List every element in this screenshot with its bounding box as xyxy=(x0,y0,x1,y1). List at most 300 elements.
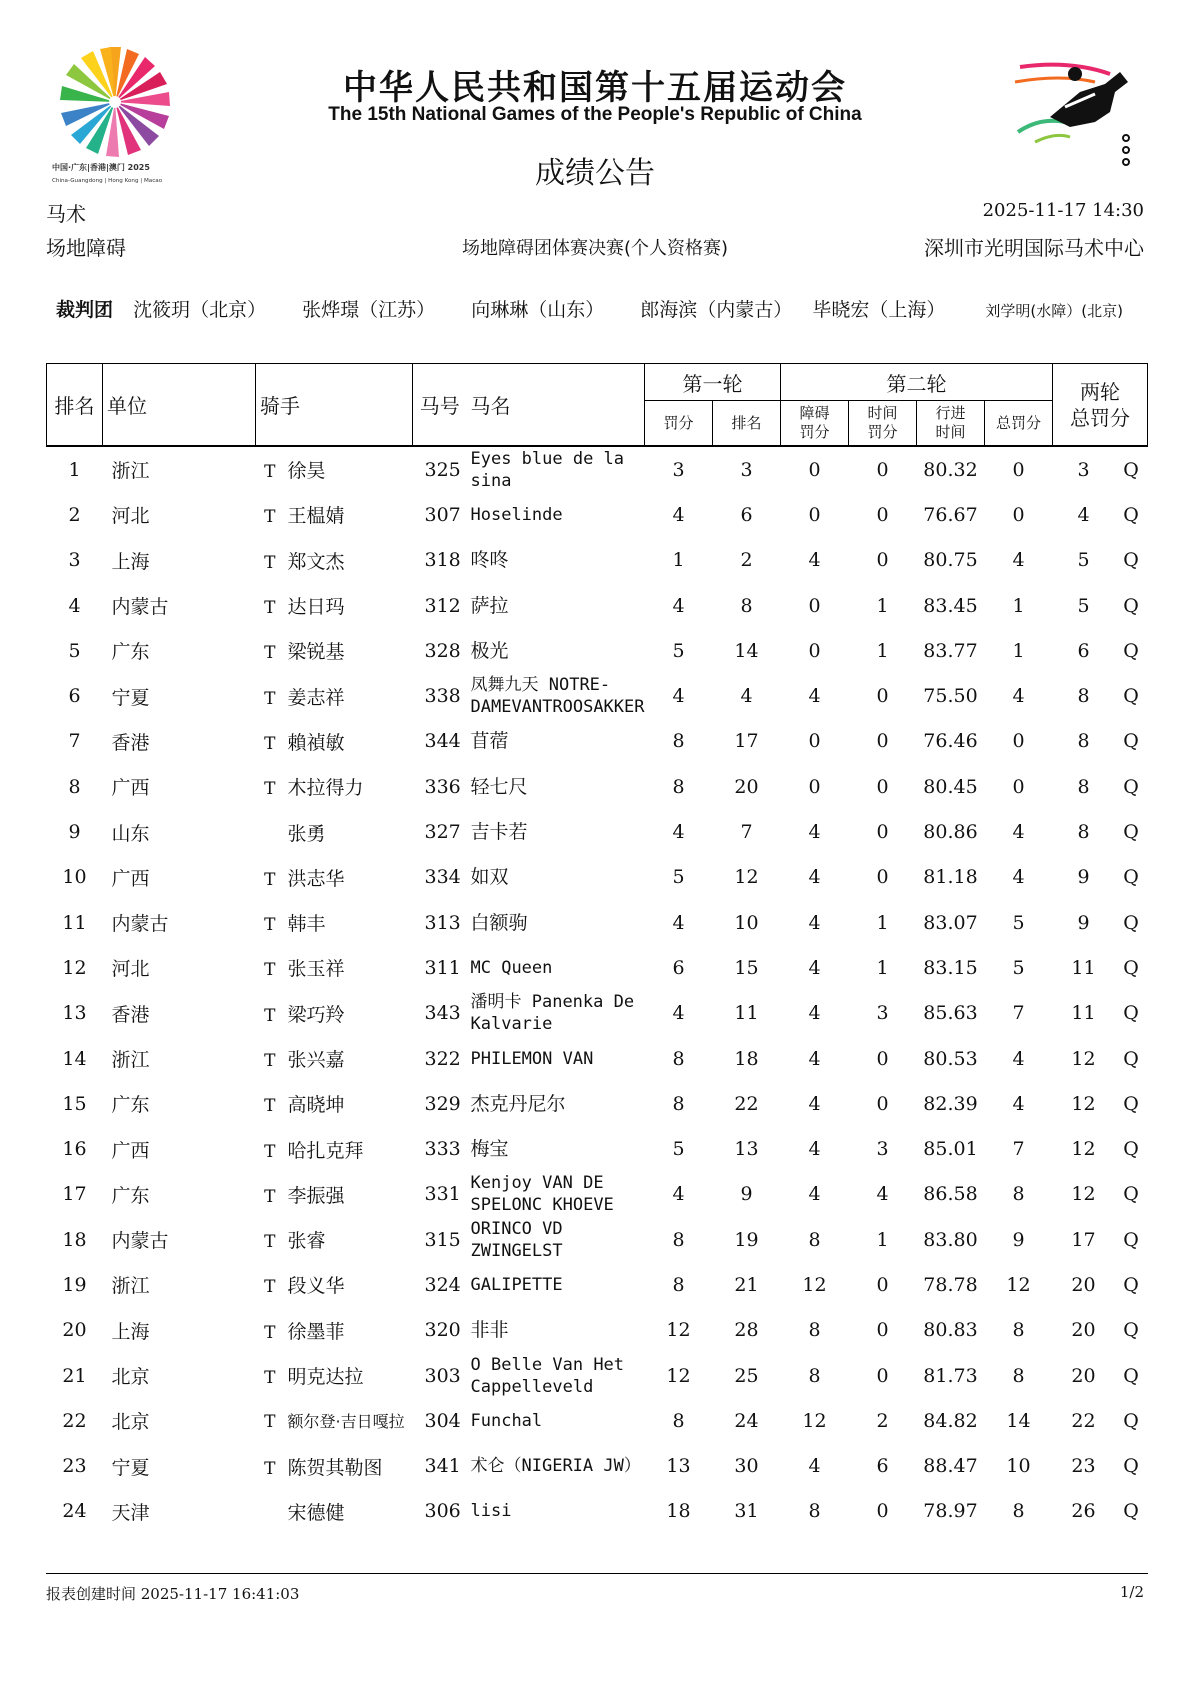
qualified-cell: Q xyxy=(1123,594,1139,617)
table-row xyxy=(47,1444,1148,1489)
qualified-cell: Q xyxy=(1123,1500,1139,1523)
col-r2-obstacle-penalty: 障碍 罚分 xyxy=(781,401,849,447)
two-round-total-cell: 12 xyxy=(1071,1183,1096,1206)
horse-name-cell: 梅宝 xyxy=(470,1138,509,1161)
table-row xyxy=(47,538,1148,583)
team-marker: T xyxy=(264,1186,276,1207)
two-round-total-cell: 12 xyxy=(1071,1092,1096,1115)
qualified-cell: Q xyxy=(1123,549,1139,572)
unit-cell: 内蒙古 xyxy=(111,1230,169,1253)
horse-name-cell: Kenjoy VAN DE SPELONC KHOEVE xyxy=(470,1173,614,1216)
r1-penalty-cell: 8 xyxy=(672,730,685,753)
rank-cell: 19 xyxy=(62,1273,87,1296)
judge-4: 郎海滨（内蒙古） xyxy=(640,299,793,321)
r2-time-penalty-cell: 1 xyxy=(876,911,889,934)
team-marker: T xyxy=(264,1141,276,1162)
table-row xyxy=(47,855,1148,900)
horse-no-cell: 311 xyxy=(424,956,461,979)
col-unit: 单位 xyxy=(103,364,256,447)
r1-penalty-cell: 6 xyxy=(672,956,685,979)
r2-time-penalty-cell: 0 xyxy=(876,821,889,844)
horse-name-cell: 吉卡若 xyxy=(470,821,528,844)
horse-no-cell: 312 xyxy=(424,594,461,617)
r2-time-penalty-cell: 0 xyxy=(876,685,889,708)
table-row xyxy=(47,719,1148,764)
unit-cell: 广西 xyxy=(111,867,150,890)
horse-name-cell: Hoselinde xyxy=(470,504,563,525)
r1-rank-cell: 4 xyxy=(740,685,753,708)
two-round-total-cell: 20 xyxy=(1071,1364,1096,1387)
horse-name-cell: O Belle Van Het Cappelleveld xyxy=(470,1354,625,1397)
event-name: 场地障碍团体赛决赛(个人资格赛) xyxy=(461,238,729,259)
r2-total-penalty-cell: 4 xyxy=(1012,549,1025,572)
r2-time-penalty-cell: 2 xyxy=(876,1409,889,1432)
col-r2-ride-time: 行进 时间 xyxy=(917,401,985,447)
col-r1-penalty: 罚分 xyxy=(645,401,713,447)
rank-cell: 18 xyxy=(62,1228,87,1251)
r2-obstacle-penalty-cell: 0 xyxy=(808,775,821,798)
r2-ride-time-cell: 80.83 xyxy=(923,1319,978,1342)
r2-time-penalty-cell: 1 xyxy=(876,1228,889,1251)
report-created-time: 报表创建时间 2025-11-17 16:41:03 xyxy=(46,1585,300,1603)
r2-obstacle-penalty-cell: 0 xyxy=(808,730,821,753)
team-marker: T xyxy=(264,1368,276,1389)
r2-ride-time-cell: 80.75 xyxy=(923,549,978,572)
discipline-name: 场地障碍 xyxy=(46,236,126,260)
team-marker: T xyxy=(264,1458,276,1479)
rider-cell xyxy=(256,1262,413,1307)
r2-time-penalty-cell: 0 xyxy=(876,775,889,798)
r2-ride-time-cell: 83.15 xyxy=(923,956,978,979)
r1-penalty-cell: 4 xyxy=(672,594,685,617)
r2-total-penalty-cell: 8 xyxy=(1012,1319,1025,1342)
table-row xyxy=(47,1126,1148,1171)
two-round-total-cell: 12 xyxy=(1071,1138,1096,1161)
rider-cell xyxy=(256,1353,413,1398)
two-round-total-cell: 20 xyxy=(1071,1273,1096,1296)
col-round1: 第一轮 xyxy=(645,364,781,401)
unit-cell: 宁夏 xyxy=(111,686,150,709)
r2-total-penalty-cell: 14 xyxy=(1006,1409,1031,1432)
rider-name: 郑文杰 xyxy=(287,550,345,573)
horse-no-cell: 318 xyxy=(424,549,461,572)
r2-total-penalty-cell: 10 xyxy=(1006,1455,1031,1478)
unit-cell: 北京 xyxy=(111,1411,150,1434)
r2-ride-time-cell: 78.78 xyxy=(923,1273,978,1296)
horse-no-cell: 325 xyxy=(424,458,461,481)
r2-obstacle-penalty-cell: 0 xyxy=(808,639,821,662)
r1-penalty-cell: 4 xyxy=(672,821,685,844)
table-row xyxy=(47,809,1148,854)
r1-rank-cell: 13 xyxy=(734,1138,759,1161)
rider-name: 高晓坤 xyxy=(287,1094,345,1117)
qualified-cell: Q xyxy=(1123,821,1139,844)
table-row xyxy=(47,492,1148,537)
two-round-total-cell: 9 xyxy=(1077,911,1090,934)
rank-cell: 20 xyxy=(62,1319,87,1342)
r2-obstacle-penalty-cell: 4 xyxy=(808,549,821,572)
horse-name-cell: 非非 xyxy=(470,1319,509,1342)
two-round-total-cell: 8 xyxy=(1077,685,1090,708)
event-datetime: 2025-11-17 14:30 xyxy=(982,200,1144,221)
logo-caption-en: China-Guangdong | Hong Kong | Macao xyxy=(52,178,163,184)
r1-rank-cell: 18 xyxy=(734,1047,759,1070)
table-row xyxy=(47,1398,1148,1443)
r2-time-penalty-cell: 0 xyxy=(876,1319,889,1342)
rider-cell xyxy=(256,446,413,492)
r2-ride-time-cell: 81.73 xyxy=(923,1364,978,1387)
team-marker: T xyxy=(264,1412,276,1433)
r2-obstacle-penalty-cell: 0 xyxy=(808,458,821,481)
rider-name: 段义华 xyxy=(287,1275,345,1298)
two-round-total-cell: 17 xyxy=(1071,1228,1096,1251)
r2-total-penalty-cell: 4 xyxy=(1012,1092,1025,1115)
table-row xyxy=(47,1081,1148,1126)
rank-cell: 11 xyxy=(62,911,87,934)
rider-name: 张睿 xyxy=(287,1230,326,1253)
r2-ride-time-cell: 76.46 xyxy=(923,730,978,753)
r2-obstacle-penalty-cell: 12 xyxy=(802,1273,827,1296)
qualified-cell: Q xyxy=(1123,911,1139,934)
r2-ride-time-cell: 75.50 xyxy=(923,685,978,708)
r1-rank-cell: 8 xyxy=(740,594,753,617)
judges-label: 裁判团 xyxy=(56,299,114,321)
team-marker: T xyxy=(264,643,276,664)
r1-penalty-cell: 4 xyxy=(672,1183,685,1206)
rider-name: 张勇 xyxy=(287,822,326,845)
horse-no-cell: 307 xyxy=(424,503,461,526)
two-round-total-cell: 5 xyxy=(1077,594,1090,617)
r2-time-penalty-cell: 0 xyxy=(876,1364,889,1387)
r2-ride-time-cell: 86.58 xyxy=(923,1183,978,1206)
horse-no-cell: 313 xyxy=(424,911,461,934)
rider-name: 明克达拉 xyxy=(287,1366,364,1389)
qualified-cell: Q xyxy=(1123,775,1139,798)
rider-cell xyxy=(256,1444,413,1489)
table-row xyxy=(47,764,1148,809)
r2-ride-time-cell: 80.45 xyxy=(923,775,978,798)
table-row xyxy=(47,1353,1148,1398)
r2-time-penalty-cell: 0 xyxy=(876,1092,889,1115)
r2-total-penalty-cell: 12 xyxy=(1006,1273,1031,1296)
r1-rank-cell: 12 xyxy=(734,866,759,889)
r1-rank-cell: 2 xyxy=(740,549,753,572)
rank-cell: 22 xyxy=(62,1409,87,1432)
two-round-total-cell: 5 xyxy=(1077,549,1090,572)
rank-cell: 23 xyxy=(62,1455,87,1478)
rider-cell xyxy=(256,492,413,537)
horse-no-cell: 343 xyxy=(424,1002,461,1025)
r1-rank-cell: 10 xyxy=(734,911,759,934)
r1-penalty-cell: 8 xyxy=(672,1228,685,1251)
two-round-total-cell: 8 xyxy=(1077,775,1090,798)
two-round-total-cell: 8 xyxy=(1077,821,1090,844)
qualified-cell: Q xyxy=(1123,1228,1139,1251)
r2-total-penalty-cell: 4 xyxy=(1012,866,1025,889)
r1-rank-cell: 14 xyxy=(734,639,759,662)
r2-obstacle-penalty-cell: 4 xyxy=(808,911,821,934)
rider-name: 达日玛 xyxy=(287,596,345,619)
rider-name: 洪志华 xyxy=(287,867,345,890)
table-row xyxy=(47,991,1148,1036)
rider-cell xyxy=(256,809,413,854)
r2-obstacle-penalty-cell: 4 xyxy=(808,1183,821,1206)
two-round-total-cell: 12 xyxy=(1071,1047,1096,1070)
horse-name-cell: 潘明卡 Panenka De Kalvarie xyxy=(470,992,635,1035)
r1-rank-cell: 22 xyxy=(734,1092,759,1115)
r2-total-penalty-cell: 1 xyxy=(1012,594,1025,617)
r1-rank-cell: 11 xyxy=(734,1002,759,1025)
table-row xyxy=(47,1262,1148,1307)
r2-obstacle-penalty-cell: 4 xyxy=(808,1455,821,1478)
r2-ride-time-cell: 83.45 xyxy=(923,594,978,617)
horse-no-cell: 303 xyxy=(424,1364,461,1387)
rank-cell: 7 xyxy=(68,730,81,753)
r2-obstacle-penalty-cell: 4 xyxy=(808,1047,821,1070)
r2-total-penalty-cell: 4 xyxy=(1012,821,1025,844)
horse-no-cell: 344 xyxy=(424,730,461,753)
qualified-cell: Q xyxy=(1123,503,1139,526)
unit-cell: 浙江 xyxy=(111,1275,150,1298)
team-marker: T xyxy=(264,552,276,573)
rider-name: 李振强 xyxy=(287,1184,345,1207)
rank-cell: 15 xyxy=(62,1092,87,1115)
r1-rank-cell: 15 xyxy=(734,956,759,979)
horse-no-cell: 336 xyxy=(424,775,461,798)
team-marker: T xyxy=(264,1096,276,1117)
rider-cell xyxy=(256,628,413,673)
games-title-cn: 中华人民共和国第十五届运动会 xyxy=(343,68,847,108)
rider-cell xyxy=(256,1036,413,1081)
r1-rank-cell: 9 xyxy=(740,1183,753,1206)
r2-obstacle-penalty-cell: 4 xyxy=(808,1138,821,1161)
results-table xyxy=(46,363,1148,1534)
two-round-total-cell: 9 xyxy=(1077,866,1090,889)
rank-cell: 24 xyxy=(62,1500,87,1523)
rider-cell xyxy=(256,719,413,764)
table-row xyxy=(47,1172,1148,1217)
rider-name: 陈贺其勒图 xyxy=(287,1456,383,1479)
judge-water: 刘学明(水障）(北京) xyxy=(985,302,1123,320)
r1-penalty-cell: 13 xyxy=(666,1455,691,1478)
rank-cell: 16 xyxy=(62,1138,87,1161)
table-row xyxy=(47,900,1148,945)
unit-cell: 山东 xyxy=(111,822,150,845)
r2-obstacle-penalty-cell: 4 xyxy=(808,956,821,979)
horse-name-cell: Eyes blue de la sina xyxy=(470,448,625,491)
r1-rank-cell: 24 xyxy=(734,1409,759,1432)
rider-cell xyxy=(256,900,413,945)
rider-cell xyxy=(256,764,413,809)
horse-name-cell: 苜蓿 xyxy=(470,730,509,753)
team-marker: T xyxy=(264,869,276,890)
horse-no-cell: 341 xyxy=(424,1455,461,1478)
r2-time-penalty-cell: 0 xyxy=(876,866,889,889)
r2-ride-time-cell: 84.82 xyxy=(923,1409,978,1432)
unit-cell: 内蒙古 xyxy=(111,596,169,619)
unit-cell: 上海 xyxy=(111,1320,150,1343)
r2-total-penalty-cell: 8 xyxy=(1012,1500,1025,1523)
rank-cell: 13 xyxy=(62,1002,87,1025)
two-round-total-cell: 6 xyxy=(1077,639,1090,662)
unit-cell: 广东 xyxy=(111,1184,150,1207)
r2-total-penalty-cell: 0 xyxy=(1012,503,1025,526)
rider-name: 张玉祥 xyxy=(287,958,345,981)
r2-total-penalty-cell: 8 xyxy=(1012,1364,1025,1387)
r2-ride-time-cell: 83.80 xyxy=(923,1228,978,1251)
r2-total-penalty-cell: 0 xyxy=(1012,458,1025,481)
qualified-cell: Q xyxy=(1123,1092,1139,1115)
rider-cell xyxy=(256,991,413,1036)
qualified-cell: Q xyxy=(1123,458,1139,481)
r1-rank-cell: 19 xyxy=(734,1228,759,1251)
qualified-cell: Q xyxy=(1123,1409,1139,1432)
r2-obstacle-penalty-cell: 0 xyxy=(808,503,821,526)
horse-no-cell: 320 xyxy=(424,1319,461,1342)
horse-no-cell: 304 xyxy=(424,1409,461,1432)
r2-obstacle-penalty-cell: 4 xyxy=(808,1092,821,1115)
venue-name: 深圳市光明国际马术中心 xyxy=(924,236,1144,260)
col-r1-rank: 排名 xyxy=(713,401,781,447)
r2-ride-time-cell: 80.53 xyxy=(923,1047,978,1070)
unit-cell: 北京 xyxy=(111,1366,150,1389)
rank-cell: 4 xyxy=(68,594,81,617)
qualified-cell: Q xyxy=(1123,639,1139,662)
games-title-en: The 15th National Games of the People's Republic of China xyxy=(328,104,862,125)
r1-penalty-cell: 5 xyxy=(672,639,685,662)
rank-cell: 6 xyxy=(68,685,81,708)
r1-rank-cell: 7 xyxy=(740,821,753,844)
rank-cell: 12 xyxy=(62,956,87,979)
team-marker: T xyxy=(264,779,276,800)
horse-name-cell: MC Queen xyxy=(470,957,553,978)
r2-total-penalty-cell: 7 xyxy=(1012,1138,1025,1161)
r2-ride-time-cell: 80.32 xyxy=(923,458,978,481)
rank-cell: 2 xyxy=(68,503,81,526)
r2-total-penalty-cell: 7 xyxy=(1012,1002,1025,1025)
col-r2-time-penalty: 时间 罚分 xyxy=(849,401,917,447)
team-marker: T xyxy=(264,960,276,981)
horse-name-cell: 极光 xyxy=(470,639,509,662)
r2-time-penalty-cell: 6 xyxy=(876,1455,889,1478)
horse-name-cell: 轻七尺 xyxy=(470,775,528,798)
unit-cell: 河北 xyxy=(111,505,150,528)
qualified-cell: Q xyxy=(1123,1138,1139,1161)
col-horse-name: 马名 xyxy=(467,364,645,447)
r1-penalty-cell: 12 xyxy=(666,1364,691,1387)
r2-ride-time-cell: 78.97 xyxy=(923,1500,978,1523)
team-marker: T xyxy=(264,1232,276,1253)
horse-no-cell: 333 xyxy=(424,1138,461,1161)
judge-5: 毕晓宏（上海） xyxy=(812,299,946,321)
r1-rank-cell: 25 xyxy=(734,1364,759,1387)
r2-total-penalty-cell: 8 xyxy=(1012,1183,1025,1206)
r2-obstacle-penalty-cell: 4 xyxy=(808,866,821,889)
table-row xyxy=(47,673,1148,718)
horse-no-cell: 328 xyxy=(424,639,461,662)
rider-name: 姜志祥 xyxy=(287,686,345,709)
horse-no-cell: 306 xyxy=(424,1500,461,1523)
r1-penalty-cell: 4 xyxy=(672,911,685,934)
qualified-cell: Q xyxy=(1123,1273,1139,1296)
r1-penalty-cell: 8 xyxy=(672,1273,685,1296)
two-round-total-cell: 4 xyxy=(1077,503,1090,526)
two-round-total-cell: 23 xyxy=(1071,1455,1096,1478)
qualified-cell: Q xyxy=(1123,1047,1139,1070)
r1-rank-cell: 28 xyxy=(734,1319,759,1342)
qualified-cell: Q xyxy=(1123,1183,1139,1206)
horse-name-cell: PHILEMON VAN xyxy=(470,1048,594,1069)
horse-name-cell: GALIPETTE xyxy=(470,1274,563,1295)
r2-ride-time-cell: 83.77 xyxy=(923,639,978,662)
team-marker: T xyxy=(264,1277,276,1298)
qualified-cell: Q xyxy=(1123,1364,1139,1387)
rider-name: 宋德健 xyxy=(287,1501,345,1524)
rider-name: 额尔登·吉日嘎拉 xyxy=(287,1412,405,1432)
col-horse-no: 马号 xyxy=(413,364,467,447)
rider-name: 木拉得力 xyxy=(287,777,364,800)
r2-time-penalty-cell: 0 xyxy=(876,549,889,572)
unit-cell: 广西 xyxy=(111,777,150,800)
horse-no-cell: 338 xyxy=(424,685,461,708)
r2-ride-time-cell: 85.01 xyxy=(923,1138,978,1161)
rider-cell xyxy=(256,538,413,583)
team-marker: T xyxy=(264,462,276,483)
rider-cell xyxy=(256,1398,413,1443)
r1-penalty-cell: 4 xyxy=(672,1002,685,1025)
horse-no-cell: 315 xyxy=(424,1228,461,1251)
horse-no-cell: 327 xyxy=(424,821,461,844)
r1-penalty-cell: 4 xyxy=(672,503,685,526)
r1-penalty-cell: 8 xyxy=(672,1092,685,1115)
r1-rank-cell: 3 xyxy=(740,458,753,481)
r2-total-penalty-cell: 1 xyxy=(1012,639,1025,662)
r2-total-penalty-cell: 0 xyxy=(1012,775,1025,798)
col-rider: 骑手 xyxy=(256,364,413,447)
horse-no-cell: 334 xyxy=(424,866,461,889)
team-marker: T xyxy=(264,507,276,528)
r2-obstacle-penalty-cell: 12 xyxy=(802,1409,827,1432)
team-marker: T xyxy=(264,1005,276,1026)
table-row xyxy=(47,1036,1148,1081)
rider-name: 梁巧羚 xyxy=(287,1003,345,1026)
unit-cell: 香港 xyxy=(111,1003,150,1026)
r2-ride-time-cell: 80.86 xyxy=(923,821,978,844)
r2-time-penalty-cell: 3 xyxy=(876,1002,889,1025)
horse-no-cell: 322 xyxy=(424,1047,461,1070)
r1-rank-cell: 20 xyxy=(734,775,759,798)
r2-obstacle-penalty-cell: 4 xyxy=(808,1002,821,1025)
unit-cell: 天津 xyxy=(111,1501,150,1524)
col-r2-total-penalty: 总罚分 xyxy=(985,401,1053,447)
table-row xyxy=(47,446,1148,492)
qualified-cell: Q xyxy=(1123,730,1139,753)
col-rank: 排名 xyxy=(47,364,103,447)
horse-name-cell: ORINCO VD ZWINGELST xyxy=(470,1218,563,1261)
r2-obstacle-penalty-cell: 8 xyxy=(808,1364,821,1387)
two-round-total-cell: 11 xyxy=(1071,956,1096,979)
rider-cell xyxy=(256,855,413,900)
unit-cell: 广西 xyxy=(111,1139,150,1162)
rank-cell: 3 xyxy=(68,549,81,572)
two-round-total-cell: 11 xyxy=(1071,1002,1096,1025)
horse-name-cell: lisi xyxy=(470,1501,512,1522)
rider-name: 賴禎敏 xyxy=(287,731,345,754)
r2-time-penalty-cell: 0 xyxy=(876,1047,889,1070)
r2-total-penalty-cell: 4 xyxy=(1012,1047,1025,1070)
r1-rank-cell: 17 xyxy=(734,730,759,753)
r2-time-penalty-cell: 1 xyxy=(876,594,889,617)
